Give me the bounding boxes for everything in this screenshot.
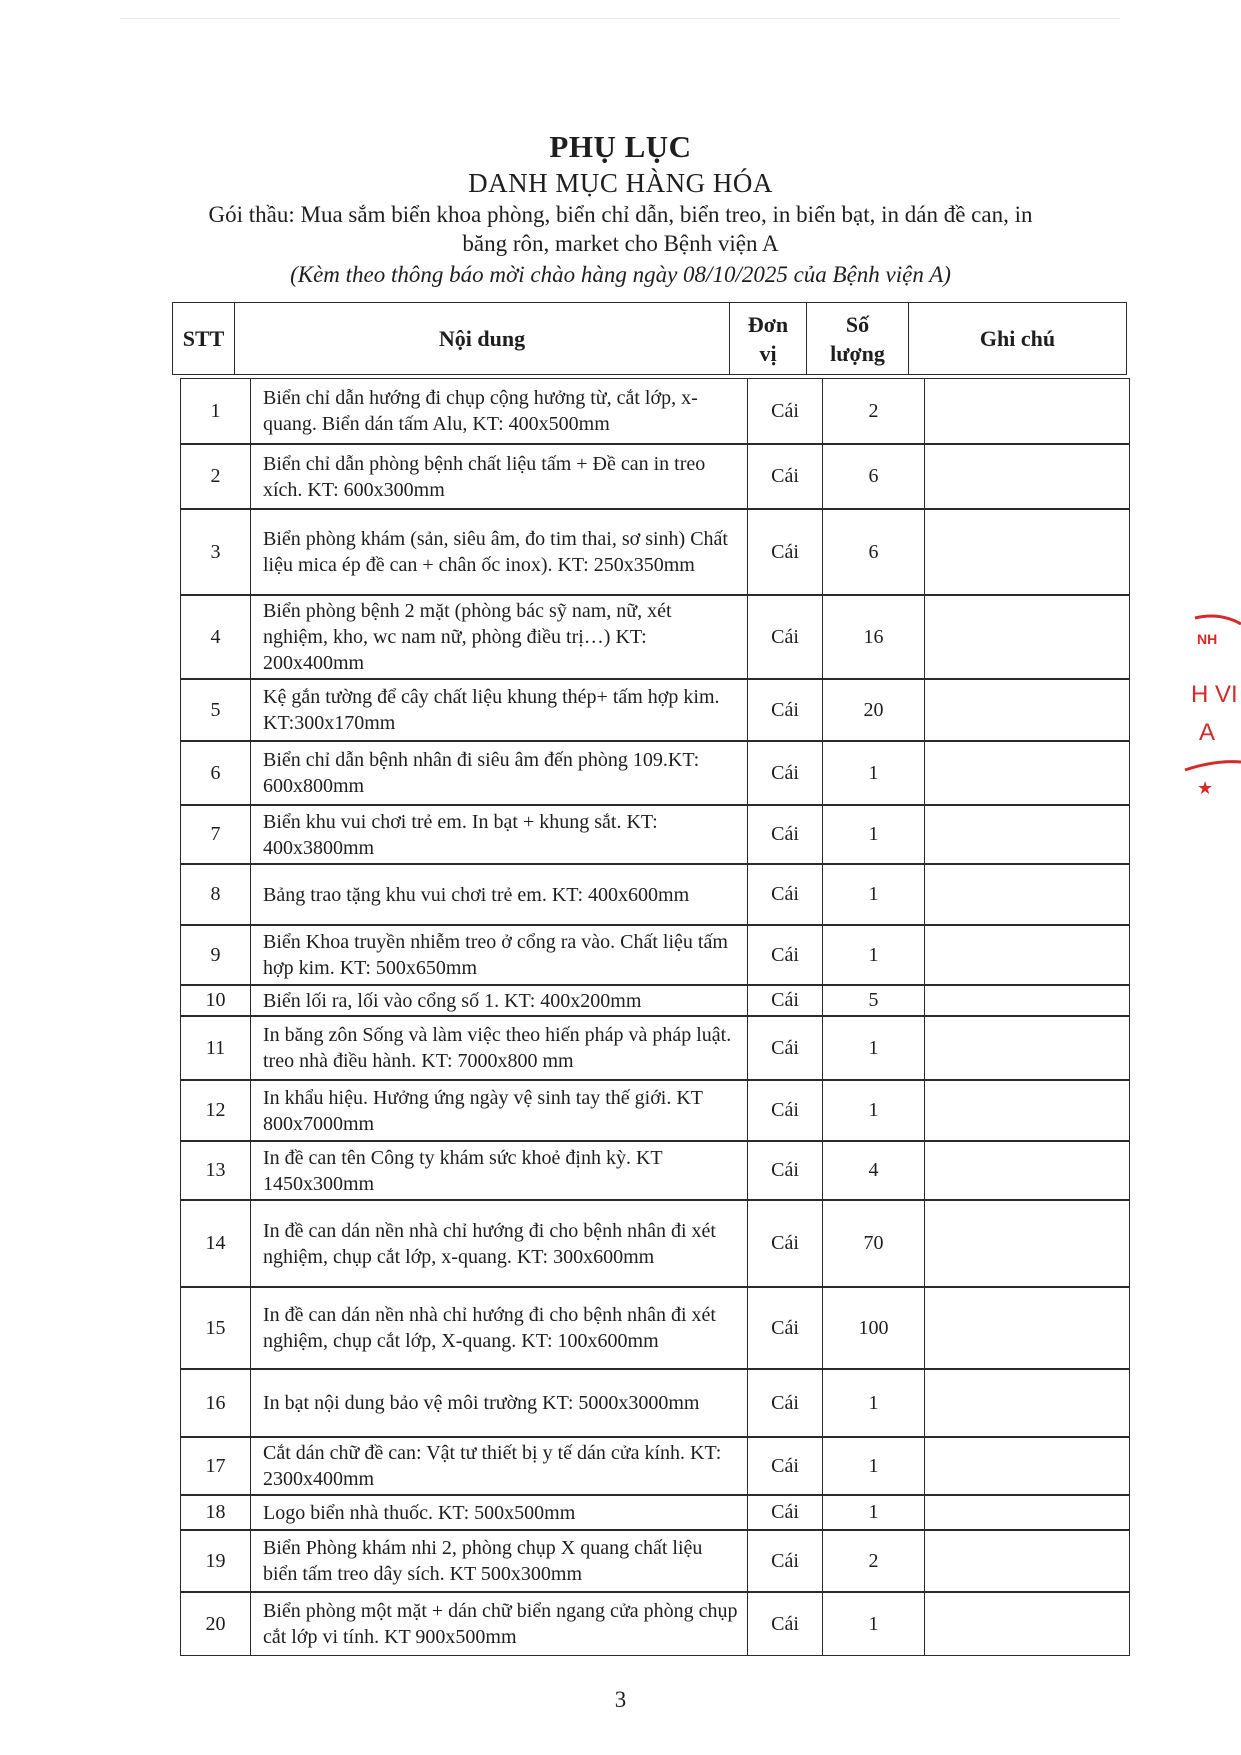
row-quantity: [823, 445, 925, 508]
row-stt-text: 3: [210, 540, 221, 563]
row-content: [251, 865, 748, 924]
row-content: [251, 1531, 748, 1591]
row-stt: [181, 1593, 251, 1655]
row-unit: [748, 445, 823, 508]
row-unit: [748, 865, 823, 924]
row-note: [925, 1531, 1129, 1591]
table-row: [180, 1287, 1130, 1369]
row-note: [925, 1438, 1129, 1494]
row-quantity-text: 1: [868, 1454, 879, 1477]
row-stt: [181, 806, 251, 863]
row-stt: [181, 379, 251, 443]
table-row: [180, 378, 1130, 444]
row-quantity-text: 4: [868, 1159, 879, 1181]
row-stt: [181, 926, 251, 984]
row-quantity-text: 20: [863, 698, 884, 721]
row-content-text: Biển Phòng khám nhi 2, phòng chụp X quang chất liệu biển tấm treo dây sích. KT 500x300mm: [263, 1537, 703, 1585]
table-row: [180, 444, 1130, 509]
row-note: [925, 806, 1129, 863]
row-content: [251, 1496, 748, 1529]
row-quantity-text: 2: [868, 399, 879, 422]
table-row: [180, 595, 1130, 679]
table-row: [180, 1080, 1130, 1141]
row-stt: [181, 986, 251, 1015]
row-content: [251, 986, 748, 1015]
row-unit: [748, 1201, 823, 1286]
row-unit: [748, 742, 823, 804]
row-content-text: In đề can dán nền nhà chỉ hướng đi cho bệnh nhân đi xét nghiệm, chụp cắt lớp, X-quang. KT: 100x600mm: [263, 1304, 716, 1352]
row-stt-text: 10: [205, 989, 226, 1011]
row-stt-text: 18: [205, 1501, 226, 1523]
row-stt-text: 20: [205, 1612, 226, 1635]
row-content-text: Biển chỉ dẫn phòng bệnh chất liệu tấm + Đề can in treo xích. KT: 600x300mm: [263, 452, 706, 501]
row-unit: [748, 1496, 823, 1529]
row-stt-text: 1: [210, 399, 221, 422]
row-note: [925, 1142, 1129, 1199]
row-stt: [181, 1017, 251, 1079]
row-content-text: Biển lối ra, lối vào cổng số 1. KT: 400x200mm: [263, 989, 642, 1012]
row-quantity-text: 70: [863, 1232, 884, 1254]
row-unit-text: Cái: [771, 1391, 799, 1414]
row-content: [251, 1370, 748, 1436]
row-quantity: [823, 1496, 925, 1529]
row-quantity: [823, 926, 925, 984]
row-quantity-text: 2: [868, 1549, 879, 1572]
row-content-text: In khẩu hiệu. Hưởng ứng ngày vệ sinh tay thế giới. KT 800x7000mm: [263, 1086, 703, 1135]
row-stt-text: 7: [210, 823, 221, 845]
row-content: [251, 596, 748, 678]
row-quantity: [823, 379, 925, 443]
row-content: [251, 445, 748, 508]
row-stt-text: 4: [210, 625, 221, 648]
row-note: [925, 596, 1129, 678]
table-row: [180, 1592, 1130, 1656]
row-note: [925, 1201, 1129, 1286]
table-row: [180, 925, 1130, 985]
row-unit: [748, 1370, 823, 1436]
table-header: [172, 302, 1127, 375]
row-quantity: [823, 680, 925, 740]
row-stt-text: 12: [205, 1099, 226, 1121]
row-note: [925, 1288, 1129, 1368]
row-note: [925, 1370, 1129, 1436]
package-description-line-1: Gói thầu: Mua sắm biển khoa phòng, biển chỉ dẫn, biển treo, in biển bạt, in dán đề can, in: [208, 202, 1033, 227]
header-stt: STT: [173, 303, 235, 374]
row-unit: [748, 510, 823, 594]
row-quantity-text: 1: [868, 883, 879, 905]
row-stt: [181, 865, 251, 924]
row-stt: [181, 1288, 251, 1368]
row-unit-text: Cái: [771, 883, 799, 905]
row-content-text: Biển chỉ dẫn hướng đi chụp cộng hưởng từ, cắt lớp, x-quang. Biển dán tấm Alu, KT: 400x500mm: [263, 387, 698, 435]
row-quantity: [823, 1370, 925, 1436]
row-unit: [748, 926, 823, 984]
row-stt-text: 2: [210, 465, 221, 487]
row-content: [251, 926, 748, 984]
row-note: [925, 926, 1129, 984]
table-row: [180, 679, 1130, 741]
row-content: [251, 806, 748, 863]
scan-edge-line: [120, 18, 1120, 19]
row-quantity: [823, 865, 925, 924]
row-content-text: Biển phòng một mặt + dán chữ biển ngang cửa phòng chụp cắt lớp vi tính. KT 900x500mm: [263, 1600, 738, 1648]
row-unit-text: Cái: [771, 399, 799, 422]
row-quantity-text: 100: [858, 1316, 889, 1339]
row-content: [251, 1201, 748, 1286]
row-quantity: [823, 1142, 925, 1199]
table-row: [180, 1495, 1130, 1530]
row-unit-text: Cái: [771, 540, 799, 563]
row-content-text: Biển khu vui chơi trẻ em. In bạt + khung sắt. KT: 400x3800mm: [263, 810, 658, 859]
row-stt-text: 17: [205, 1454, 226, 1477]
row-quantity: [823, 596, 925, 678]
row-quantity: [823, 1081, 925, 1140]
table-row: [180, 805, 1130, 864]
red-stamp-fragment: [1175, 610, 1241, 810]
row-unit-text: Cái: [771, 761, 799, 784]
row-unit-text: Cái: [771, 823, 799, 845]
row-stt: [181, 1438, 251, 1494]
row-quantity: [823, 510, 925, 594]
document-subtitle: DANH MỤC HÀNG HÓA: [468, 168, 773, 198]
row-note: [925, 510, 1129, 594]
row-note: [925, 1593, 1129, 1655]
row-content: [251, 742, 748, 804]
row-content-text: Biển chỉ dẫn bệnh nhân đi siêu âm đến phòng 109.KT: 600x800mm: [263, 749, 700, 797]
row-unit: [748, 1288, 823, 1368]
row-content: [251, 1142, 748, 1199]
row-content-text: In đề can tên Công ty khám sức khoẻ định kỳ. KT 1450x300mm: [263, 1146, 663, 1195]
row-unit-text: Cái: [771, 1549, 799, 1572]
row-unit: [748, 596, 823, 678]
row-quantity-text: 1: [868, 943, 879, 966]
row-stt-text: 8: [210, 883, 221, 905]
row-note: [925, 1496, 1129, 1529]
table-row: [180, 1141, 1130, 1200]
row-unit-text: Cái: [771, 1036, 799, 1059]
table-row: [180, 1437, 1130, 1495]
row-quantity-text: 16: [863, 625, 884, 648]
row-note: [925, 445, 1129, 508]
row-note: [925, 379, 1129, 443]
row-quantity: [823, 1531, 925, 1591]
row-content-text: In bạt nội dung bảo vệ môi trường KT: 5000x3000mm: [263, 1392, 700, 1414]
row-quantity-text: 1: [868, 1501, 879, 1523]
row-stt: [181, 1081, 251, 1140]
row-unit-text: Cái: [771, 1099, 799, 1121]
header-note: Ghi chú: [979, 326, 1056, 351]
row-stt: [181, 445, 251, 508]
row-note: [925, 742, 1129, 804]
stamp-text-2: H VI: [1191, 681, 1238, 708]
row-stt: [181, 680, 251, 740]
table-row: [180, 1530, 1130, 1592]
row-note: [925, 865, 1129, 924]
row-stt: [181, 1496, 251, 1529]
row-unit-text: Cái: [771, 698, 799, 721]
row-unit: [748, 1142, 823, 1199]
table-row: [180, 864, 1130, 925]
row-unit: [748, 1017, 823, 1079]
row-unit-text: Cái: [771, 1501, 799, 1523]
row-unit: [748, 1438, 823, 1494]
row-unit-text: Cái: [771, 1316, 799, 1339]
row-quantity: [823, 1438, 925, 1494]
row-stt: [181, 1142, 251, 1199]
row-content: [251, 379, 748, 443]
stamp-text-1: NH: [1197, 631, 1218, 647]
row-stt: [181, 596, 251, 678]
row-stt-text: 14: [205, 1232, 226, 1254]
row-quantity: [823, 986, 925, 1015]
row-stt-text: 16: [205, 1391, 226, 1414]
row-stt: [181, 1531, 251, 1591]
row-content-text: Biển phòng khám (sản, siêu âm, đo tim thai, sơ sinh) Chất liệu mica ép đề can + chân ốc inox). KT: 250x350mm: [263, 528, 728, 576]
row-content-text: In đề can dán nền nhà chỉ hướng đi cho bệnh nhân đi xét nghiệm, chụp cắt lớp, x-quang. KT: 300x600mm: [263, 1219, 716, 1268]
stamp-star-icon: ★: [1197, 778, 1214, 799]
package-description-line-2: băng rôn, market cho Bệnh viện A: [462, 231, 779, 256]
row-stt: [181, 510, 251, 594]
row-unit-text: Cái: [771, 943, 799, 966]
row-unit: [748, 680, 823, 740]
row-stt-text: 9: [210, 943, 221, 966]
row-content-text: Biển phòng bệnh 2 mặt (phòng bác sỹ nam, nữ, xét nghiệm, kho, wc nam nữ, phòng điều trị…) KT: 200x400mm: [263, 600, 672, 674]
stamp-text-3: A: [1199, 719, 1216, 746]
row-stt-text: 19: [205, 1549, 226, 1572]
row-content: [251, 510, 748, 594]
row-content-text: Logo biển nhà thuốc. KT: 500x500mm: [263, 1501, 576, 1524]
row-stt: [181, 1201, 251, 1286]
row-stt-text: 6: [210, 761, 221, 784]
row-content: [251, 680, 748, 740]
row-unit: [748, 986, 823, 1015]
row-note: [925, 986, 1129, 1015]
row-stt-text: 15: [205, 1316, 226, 1339]
row-content-text: Bảng trao tặng khu vui chơi trẻ em. KT: 400x600mm: [263, 883, 690, 906]
row-content: [251, 1593, 748, 1655]
row-unit-text: Cái: [771, 1232, 799, 1254]
row-quantity: [823, 1017, 925, 1079]
row-quantity-text: 5: [868, 989, 879, 1011]
table-row: [180, 741, 1130, 805]
row-unit-text: Cái: [771, 1612, 799, 1635]
row-content-text: Cắt dán chữ đề can: Vật tư thiết bị y tế dán cửa kính. KT: 2300x400mm: [263, 1442, 722, 1490]
row-unit-text: Cái: [771, 1454, 799, 1477]
row-unit-text: Cái: [771, 989, 799, 1011]
row-quantity: [823, 1201, 925, 1286]
page-number: 3: [614, 1687, 627, 1712]
row-content: [251, 1438, 748, 1494]
row-quantity-text: 6: [868, 540, 879, 563]
row-stt-text: 11: [205, 1036, 226, 1059]
row-stt-text: 13: [205, 1159, 226, 1181]
row-unit: [748, 1593, 823, 1655]
row-content-text: Biển Khoa truyền nhiễm treo ở cổng ra vào. Chất liệu tấm hợp kim. KT: 500x650mm: [263, 931, 728, 979]
row-content-text: Kệ gắn tường để cây chất liệu khung thép+ tấm hợp kim. KT:300x170mm: [263, 686, 720, 734]
row-quantity-text: 1: [868, 1612, 879, 1635]
row-unit: [748, 1531, 823, 1591]
row-note: [925, 1017, 1129, 1079]
row-quantity: [823, 742, 925, 804]
row-unit: [748, 806, 823, 863]
row-unit-text: Cái: [771, 625, 799, 648]
row-unit-text: Cái: [771, 465, 799, 487]
row-content: [251, 1017, 748, 1079]
table-row: [180, 985, 1130, 1016]
row-quantity-text: 6: [868, 465, 879, 487]
row-unit: [748, 1081, 823, 1140]
row-content-text: In băng zôn Sống và làm việc theo hiến pháp và pháp luật. treo nhà điều hành. KT: 7000x800 mm: [263, 1024, 732, 1072]
row-quantity-text: 1: [868, 761, 879, 784]
row-quantity: [823, 1593, 925, 1655]
header-content: Nội dung: [235, 303, 730, 374]
row-content: [251, 1081, 748, 1140]
row-quantity: [823, 1288, 925, 1368]
row-content: [251, 1288, 748, 1368]
document-title: PHỤ LỤC: [549, 129, 692, 164]
row-note: [925, 680, 1129, 740]
table-row: [180, 509, 1130, 595]
row-quantity-text: 1: [868, 823, 879, 845]
header-unit: Đơn vị: [730, 303, 807, 374]
table-row: [180, 1369, 1130, 1437]
attachment-note: (Kèm theo thông báo mời chào hàng ngày 08/10/2025 của Bệnh viện A): [290, 262, 951, 287]
row-unit-text: Cái: [771, 1159, 799, 1181]
table-row: [180, 1016, 1130, 1080]
row-stt-text: 5: [210, 698, 221, 721]
row-quantity-text: 1: [868, 1036, 879, 1059]
row-stt: [181, 742, 251, 804]
row-unit: [748, 379, 823, 443]
table-row: [180, 1200, 1130, 1287]
row-note: [925, 1081, 1129, 1140]
row-quantity-text: 1: [868, 1099, 879, 1121]
header-quantity: Số lượng: [807, 303, 909, 374]
row-stt: [181, 1370, 251, 1436]
row-quantity: [823, 806, 925, 863]
row-quantity-text: 1: [868, 1391, 879, 1414]
